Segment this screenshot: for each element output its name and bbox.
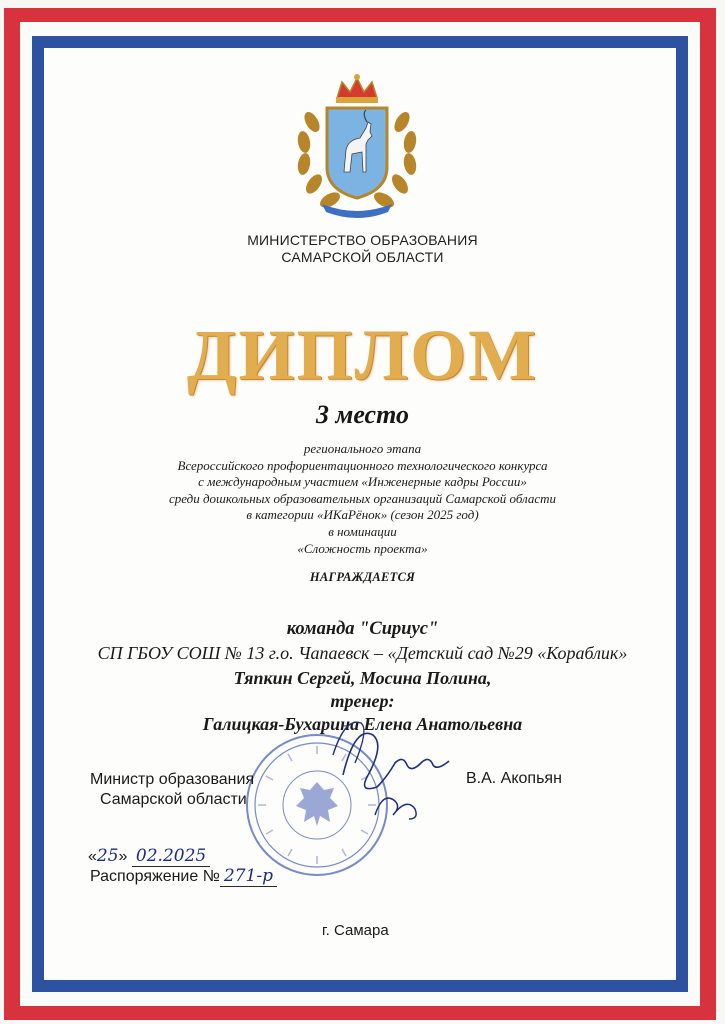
handwritten-signature-icon: [325, 715, 465, 830]
ministry-line-2: САМАРСКОЙ ОБЛАСТИ: [281, 249, 444, 265]
description-line: в номинации: [328, 523, 397, 539]
issue-date: [88, 846, 210, 867]
award-place: 3 место: [316, 400, 409, 429]
coach-label: тренер:: [330, 691, 395, 711]
order-number: 271-р: [220, 866, 277, 887]
description-line: регионального этапа: [303, 441, 422, 456]
competition-description: [0, 441, 725, 557]
issue-city: г. Самара: [322, 922, 389, 939]
date-month-year: 02.2025: [132, 846, 210, 867]
signatory-title-line-2: Самарской области: [100, 791, 247, 808]
description-line: в категории «ИКаРёнок» (сезон 2025 год): [246, 507, 479, 523]
samara-coat-of-arms-icon: [282, 72, 432, 222]
coach-name: Галицкая-Бухарина Елена Анатольевна: [202, 714, 523, 734]
date-quote-close: »: [118, 848, 128, 865]
signatory-title: [90, 770, 290, 810]
ministry-name: [0, 232, 725, 266]
description-line: среди дошкольных образовательных организаций Самарской области: [168, 490, 557, 506]
date-day: 25: [96, 846, 119, 866]
organization-name: СП ГБОУ СОШ № 13 г.о. Чапаевск – «Детский сад №29 «Кораблик»: [97, 643, 628, 663]
order-label: Распоряжение №: [90, 868, 220, 885]
ministry-line-1: МИНИСТЕРСТВО ОБРАЗОВАНИЯ: [247, 232, 478, 248]
team-name: команда "Сириус": [286, 619, 439, 639]
description-line: с международным участием «Инженерные кадры России»: [198, 474, 527, 490]
signatory-title-line-1: Министр образования: [90, 771, 255, 788]
order-reference: [90, 866, 277, 887]
team-members: Тяпкин Сергей, Мосина Полина,: [233, 668, 492, 688]
description-line: «Сложность проекта»: [297, 540, 428, 556]
awarded-label: НАГРАЖДАЕТСЯ: [309, 570, 416, 584]
diploma-title: ДИПЛОМ: [186, 315, 539, 395]
description-line: Всероссийского профориентационного технологического конкурса: [177, 457, 548, 473]
signatory-name: В.А. Акопьян: [466, 770, 562, 787]
date-quote-open: «: [88, 848, 97, 865]
